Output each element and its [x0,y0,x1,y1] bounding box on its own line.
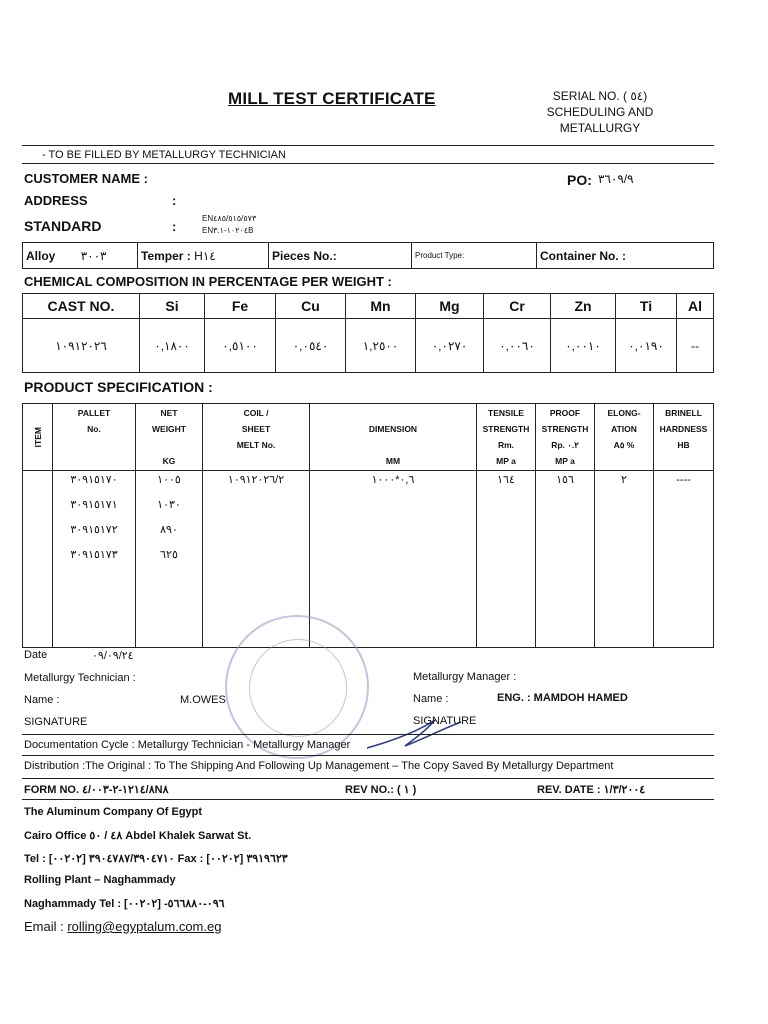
proof-cell [536,471,595,648]
brinell-cell [654,471,714,648]
distribution-note: Distribution :The Original : To The Shipping And Following Up Management – The Copy Saved By Metallurgy Department [24,760,614,772]
chem-value: ١٠٩١٢٠٢٦ [23,319,140,373]
dimension-value: ٠,٦*١٠٠٠ [371,474,415,486]
pallet-cell [53,471,136,648]
dimension-cell [310,471,477,648]
item-header: ITEM [32,426,43,448]
proof-header-line: PROOF [549,408,581,418]
serial-number: SERIAL NO. ( ٥٤) [552,89,648,103]
pallet-header-line: PALLET [77,408,111,418]
temper-label: Temper : [141,248,191,263]
alloy-cell [23,243,138,269]
form-number: FORM NO. ١٢١٤/٨-٢-٤/٠٠٣N٨ [24,784,169,796]
weight-cell [136,471,203,648]
coil-header-line: MELT No. [236,440,276,450]
technician-label: Metallurgy Technician : [24,672,136,684]
elongation-cell [595,471,654,648]
proof-header-line: MP a [555,456,575,466]
product-type-cell [412,243,537,269]
address-label: ADDRESS [24,193,88,208]
tensile-header [477,404,536,471]
department-line-2: METALLURGY [559,121,641,135]
container-label: Container No. : [540,248,626,263]
header-divider [22,145,714,146]
brinell-header-line: BRINELL [665,408,702,418]
footer-divider-4 [22,799,714,800]
pieces-cell [269,243,412,269]
chem-header: Cr [484,294,551,319]
chem-value: ٠,٥١٠٠ [205,319,276,373]
fill-note-divider [22,163,714,164]
email-link[interactable]: rolling@egyptalum.com.eg [67,919,222,934]
footer-divider-2 [22,755,714,756]
cairo-office: Cairo Office ٤٨ / ٥٠ Abdel Khalek Sarwat St. [24,830,252,842]
tensile-header-line: STRENGTH [482,424,530,434]
customer-name-label: CUSTOMER NAME : [24,171,148,186]
chem-header: CAST NO. [23,294,140,319]
coil-header-line: COIL / [243,408,269,418]
email-label: Email : [24,919,68,934]
technician-signature-label: SIGNATURE [24,716,88,728]
chem-header: Si [140,294,205,319]
standard-colon: : [172,219,177,234]
technician-name: M.OWES [180,694,226,706]
manager-signature-label: SIGNATURE [413,715,477,727]
pallet-number: ٣٠٩١٥١٧٠ [70,474,118,486]
net-header-line: NET [160,408,178,418]
net-header-line: WEIGHT [152,424,186,434]
pallet-number: ٣٠٩١٥١٧٢ [70,524,118,536]
tensile-header-line: Rm. [497,440,515,450]
chemical-title: CHEMICAL COMPOSITION IN PERCENTAGE PER WEIGHT : [24,274,392,289]
brinell-header-line: HB [677,440,690,450]
proof-header-line: Rp. ٠.٢ [551,440,579,450]
email-line [24,919,221,934]
rev-date: REV. DATE : ١/٣/٢٠٠٤ [537,784,646,796]
coil-number: ١٠٩١٢٠٢٦/٢ [227,474,285,486]
fill-note: - TO BE FILLED BY METALLURGY TECHNICIAN [42,149,286,161]
net-weight: ١٠٣٠ [157,499,181,511]
page-title: MILL TEST CERTIFICATE [228,89,436,108]
tensile-cell [477,471,536,648]
tensile-header-line: MP a [496,456,516,466]
chem-value: ٠,٠٢٧٠ [416,319,484,373]
naghammady-tel: Naghammady Tel : [٠٠٢٠٢] -٠٩٦-٥٦٦٨٨٠ [24,898,225,910]
pallet-number: ٣٠٩١٥١٧٣ [70,549,118,561]
pieces-label: Pieces No.: [272,248,337,263]
product-title: PRODUCT SPECIFICATION : [24,379,213,395]
chem-header: Mg [416,294,484,319]
dimension-header-line [311,405,475,421]
net-weight: ٨٩٠ [160,524,178,536]
proof-value: ١٥٦ [556,474,574,486]
date-label: Date [24,649,48,661]
chem-header: Mn [346,294,416,319]
temper-value: H١٤ [194,248,216,263]
elong-header-line: ELONG- [607,408,641,418]
po-value: ٣٦٠٩/٩ [598,172,634,186]
coil-header-line: SHEET [241,424,271,434]
chem-header: Al [677,294,714,319]
chem-value: ٠,١٨٠٠ [140,319,205,373]
item-header-cell [23,404,53,471]
alloy-label: Alloy [26,248,56,263]
item-cell [23,471,53,648]
chem-value: ٠,٠٠١٠ [551,319,616,373]
standard-value-2: EN١٠٢٠٤-٣.١B [202,226,254,235]
proof-header-line: STRENGTH [541,424,589,434]
dimension-header-line: DIMENSION [368,424,418,434]
dimension-header-line [311,437,475,453]
tensile-value: ١٦٤ [497,474,515,486]
pallet-number: ٣٠٩١٥١٧١ [70,499,118,511]
product-body-row [23,471,714,648]
container-cell [537,243,714,269]
po-label: PO: [567,172,592,188]
net-weight: ١٠٠٥ [157,474,181,486]
company-name: The Aluminum Company Of Egypt [24,806,203,818]
chem-header: Cu [276,294,346,319]
standard-label: STANDARD [24,218,102,234]
chem-value: ٠,٠٠٦٠ [484,319,551,373]
tel-fax: Tel : [٠٠٢٠٢] ٣٩٠٤٧٨٧/٣٩٠٤٧١٠ Fax : [٠٠٢٠٢] ٣٩١٩٦٢٣ [24,853,288,865]
net-header-line: KG [162,456,176,466]
proof-header [536,404,595,471]
standard-value-1: EN٤٨٥/٥١٥/٥٧٣ [202,214,257,223]
elong-header-line: A٥ % [613,440,635,450]
temper-cell [138,243,269,269]
date-value: ٠٩/٠٩/٢٤ [92,650,134,662]
serial-block [520,88,680,136]
dimension-header [310,404,477,471]
product-header-row [23,404,714,471]
dimension-header-line: MM [385,456,401,466]
chemical-value-row [23,319,714,373]
company-stamp-icon [225,615,369,759]
product-type-label: Product Type: [415,251,465,260]
brinell-header-line: HARDNESS [659,424,708,434]
chem-header: Ti [616,294,677,319]
chem-value: ٠,٠٥٤٠ [276,319,346,373]
department-line-1: SCHEDULING AND [546,105,654,119]
net-header-line [137,437,201,453]
rolling-plant: Rolling Plant – Naghammady [24,874,176,886]
brinell-value: ---- [676,474,691,486]
address-colon: : [172,193,177,208]
tensile-header-line: TENSILE [488,408,524,418]
alloy-value: ٣٠٠٣ [80,248,107,263]
manager-name-label: Name : [413,693,449,705]
pallet-header-line: No. [87,424,101,434]
technician-name-label: Name : [24,694,60,706]
chemical-table [22,293,714,373]
chem-header: Fe [205,294,276,319]
manager-label: Metallurgy Manager : [413,671,517,683]
chem-header: Zn [551,294,616,319]
net-weight-header [136,404,203,471]
chem-value: -- [677,319,714,373]
elong-header-line: ATION [611,424,637,434]
pallet-header [53,404,136,471]
net-weight: ٦٢٥ [160,549,178,561]
manager-name: ENG. : MAMDOH HAMED [497,692,628,704]
documentation-cycle: Documentation Cycle : Metallurgy Technician - Metallurgy Manager [24,739,351,751]
elongation-value: ٢ [621,474,627,486]
alloy-row [22,242,714,269]
chem-value: ١,٢٥٠٠ [346,319,416,373]
footer-divider-1 [22,734,714,735]
brinell-header [654,404,714,471]
product-table [22,403,714,648]
footer-divider-3 [22,778,714,779]
elongation-header [595,404,654,471]
coil-header [203,404,310,471]
rev-number: REV NO.: ( ١ ) [345,784,417,796]
chem-value: ٠,٠١٩٠ [616,319,677,373]
chemical-header-row [23,294,714,319]
